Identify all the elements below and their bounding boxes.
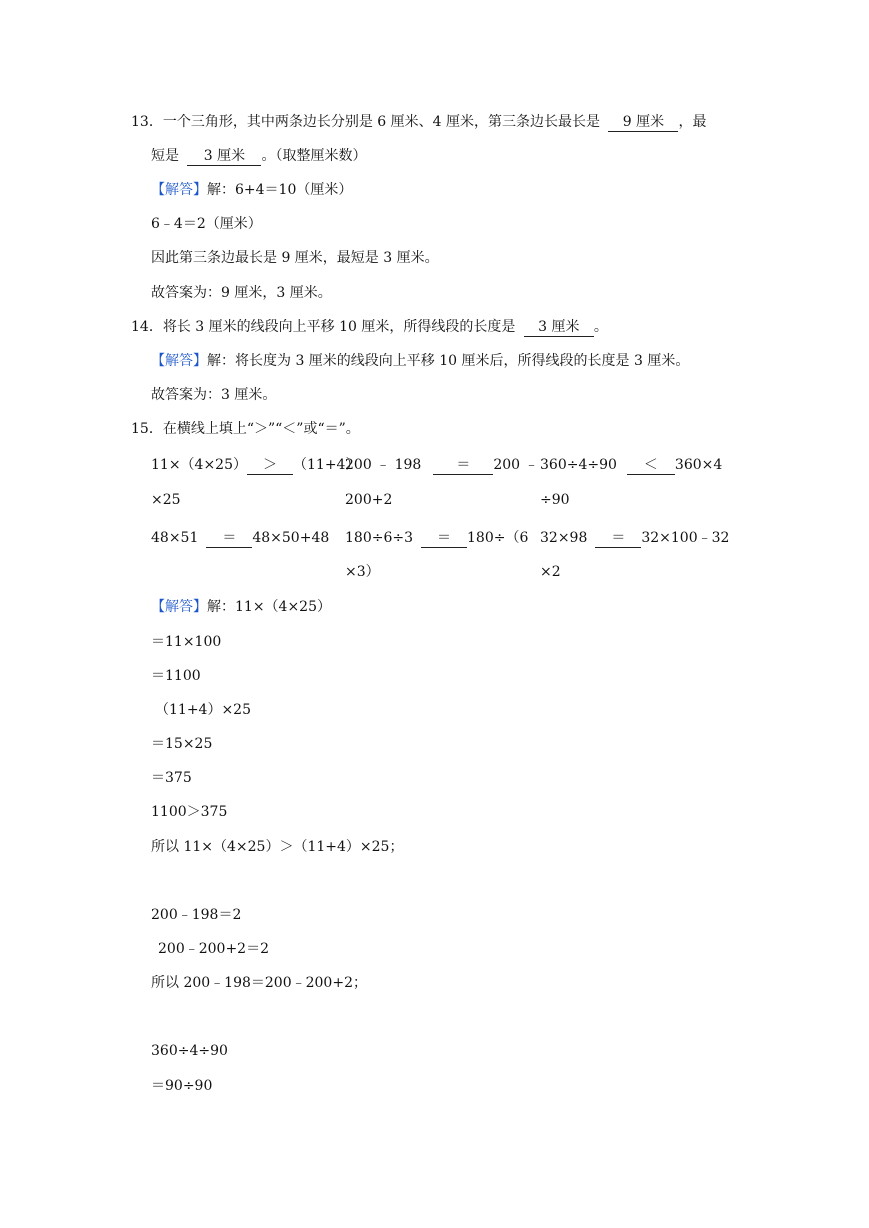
compare-item-4-right: 48×50+48 (252, 530, 330, 546)
compare-item-5-wrap: ×3） (345, 564, 380, 580)
question-13-answer-blank-1: 9 厘米 (608, 114, 678, 132)
solution-line: 所以 11×（4×25）＞（11+4）×25； (151, 839, 404, 855)
solution-line: ＝15×25 (151, 736, 213, 752)
compare-item-5-left: 180÷6÷3 (345, 530, 413, 546)
question-15-line-1 (131, 419, 360, 439)
question-14-number: 14． (131, 319, 163, 335)
compare-item-2-right: 200 ﹣ (493, 457, 539, 473)
compare-item-5-blank: ＝ (421, 530, 467, 548)
question-15-solution-1 (151, 597, 331, 617)
solution-text: 解：将长度为 3 厘米的线段向上平移 10 厘米后，所得线段的长度是 3 厘米。 (207, 353, 690, 369)
compare-item-6-blank: ＝ (595, 530, 641, 548)
question-13-text: 一个三角形，其中两条边长分别是 6 厘米、4 厘米，第三条边长最长是 (162, 114, 600, 130)
solution-label: 【解答】 (151, 182, 207, 198)
question-13-text-2: 短是 (151, 148, 179, 164)
question-13-solution-4: 故答案为：9 厘米，3 厘米。 (151, 285, 332, 301)
question-13-line-2 (151, 146, 366, 166)
solution-line: 200﹣198＝2 (151, 907, 242, 923)
question-14-answer-blank: 3 厘米 (524, 319, 594, 337)
compare-item-3 (540, 455, 722, 475)
compare-item-3-right: 360×4 (674, 457, 723, 473)
solution-line: 1100＞375 (151, 804, 228, 820)
solution-line: 所以 200﹣198＝200﹣200+2； (151, 975, 367, 991)
solution-label: 【解答】 (151, 599, 207, 615)
compare-item-2-blank: ＝ (433, 457, 493, 475)
question-14-solution-2: 故答案为：3 厘米。 (151, 387, 277, 403)
compare-item-5-right: 180÷（6 (467, 530, 529, 546)
question-14-text-cont: 。 (593, 319, 608, 335)
compare-item-2 (345, 455, 539, 475)
solution-label: 【解答】 (151, 353, 207, 369)
solution-line: ＝11×100 (151, 634, 222, 650)
question-14-solution-1 (151, 351, 689, 371)
compare-item-2-wrap: 200+2 (345, 492, 393, 508)
solution-line: 200﹣200+2＝2 (158, 941, 269, 957)
compare-item-6-right: 32×100﹣32 (641, 530, 730, 546)
question-13-line-1 (131, 112, 706, 132)
solution-line: ＝375 (151, 770, 192, 786)
compare-item-5 (345, 528, 528, 548)
compare-item-3-blank: ＜ (627, 457, 675, 475)
solution-text: 解：6+4＝10（厘米） (207, 182, 353, 198)
compare-item-3-wrap: ÷90 (540, 492, 570, 508)
solution-line: ＝90÷90 (151, 1078, 213, 1094)
question-15-number: 15． (131, 421, 163, 437)
question-13-solution-2: 6﹣4＝2（厘米） (151, 216, 262, 232)
solution-line: ＝1100 (151, 668, 201, 684)
compare-item-4-blank: ＝ (206, 530, 252, 548)
compare-item-3-left: 360÷4÷90 (540, 457, 617, 473)
compare-item-4-left: 48×51 (151, 530, 199, 546)
question-13-text-cont: ，最 (678, 114, 707, 130)
compare-item-1-right: （11+4） (293, 457, 360, 473)
question-13-solution-1 (151, 180, 352, 200)
compare-item-6-wrap: ×2 (540, 564, 561, 580)
compare-item-2-left: 200 ﹣ 198 (345, 457, 422, 473)
question-13-solution-3: 因此第三条边最长是 9 厘米，最短是 3 厘米。 (151, 250, 439, 266)
question-13-number: 13． (131, 114, 163, 130)
question-14-text: 将长 3 厘米的线段向上平移 10 厘米，所得线段的长度是 (162, 319, 516, 335)
compare-item-1-wrap: ×25 (151, 492, 181, 508)
compare-item-4 (151, 528, 329, 548)
compare-item-6-left: 32×98 (540, 530, 588, 546)
compare-item-1 (151, 455, 359, 475)
question-13-text-3: 。（取整厘米数） (261, 148, 367, 164)
compare-item-6 (540, 528, 729, 548)
question-15-stem: 在横线上填上“＞”“＜”或“＝”。 (162, 421, 360, 437)
question-13-answer-blank-2: 3 厘米 (187, 148, 261, 166)
compare-item-1-blank: ＞ (247, 457, 293, 475)
solution-line: （11+4）×25 (155, 702, 251, 718)
compare-item-1-left: 11×（4×25） (151, 457, 247, 473)
solution-text: 解：11×（4×25） (207, 599, 331, 615)
solution-line: 360÷4÷90 (151, 1043, 228, 1059)
question-14-line-1 (131, 317, 608, 337)
